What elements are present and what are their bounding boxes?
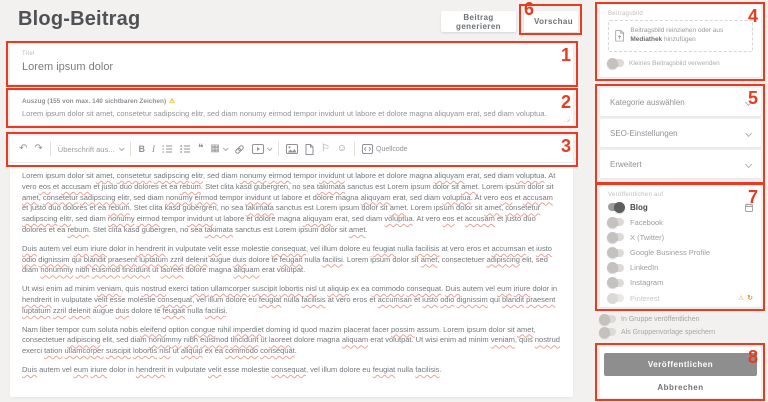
- small-image-toggle-label: Kleines Beitragsbild verwenden: [629, 59, 720, 67]
- title-input[interactable]: Lorem ipsum dolor: [22, 61, 114, 73]
- featured-image-panel: [600, 5, 761, 77]
- table-icon[interactable]: ▦: [210, 144, 226, 154]
- redo-icon[interactable]: ↷: [34, 143, 43, 154]
- warning-icon: ⚠: [738, 295, 745, 303]
- image-icon[interactable]: [286, 144, 298, 154]
- source-code-button[interactable]: Quellcode: [362, 144, 408, 154]
- actions-panel: [600, 347, 761, 398]
- refresh-icon[interactable]: ↻: [747, 295, 753, 303]
- publish-button[interactable]: Veröffentlichen: [604, 353, 757, 376]
- editor-paragraph: Nam liber tempor cum soluta nobis eleifend option congue nihil imperdiet doming id quod mazim placerat facer possim assum. Lorem ipsum dolor sit amet, consectetuer adipiscing elit, sed diam nonummy nibh euismod tincidunt ut laoreet dolore magna aliquam erat volutpat. Ut wisi enim ad minim veniam, quis nostrud exerci tation ullamcorper suscipit lobortis nisl ut aliquip ex ea commodo consequat.: [22, 324, 560, 356]
- small-image-toggle[interactable]: [608, 59, 624, 67]
- group-publish-row: In Gruppe veröffentlichen: [600, 315, 761, 323]
- group-publish-toggle[interactable]: [600, 315, 616, 323]
- annotation-number: 8: [747, 347, 758, 367]
- blockquote-icon[interactable]: ❝: [197, 143, 204, 154]
- editor-paragraph: Lorem ipsum dolor sit amet, consetetur sadipscing elitr, sed diam nonumy eirmod tempor invidunt ut labore et dolore magna aliquyam erat, sed diam voluptua. At vero eos et accusam et justo duo dolores et ea rebum. Stet clita kasd gubergren, no sea takimata sanctus est Lorem ipsum dolor sit amet. Lorem ipsum dolor sit amet, consetetur sadipscing elitr, sed diam nonumy eirmod tempor invidunt ut labore et dolore magna aliquyam erat, sed diam voluptua. At vero eos et accusam et justo duo dolores et ea rebum. Stet clita kasd gubergren, no sea takimata sanctus est Lorem ipsum dolor sit amet. Lorem ipsum dolor sit amet, consetetur sadipscing elitr, sed diam nonumy eirmod tempor invidunt ut labore et dolore magna aliquyam erat, sed diam voluptua. At vero eos et accusam et justo duo dolores et ea rebum. Stet clita kasd gubergren, no sea takimata sanctus est Lorem ipsum dolor sit amet.: [22, 171, 556, 234]
- channel-blog: Blog: [608, 202, 753, 212]
- annotation-number: 5: [747, 88, 758, 108]
- dropzone-text: Beitragsbild reinziehen oder aus Mediathek hinzufügen: [630, 27, 724, 43]
- annotation-number: 3: [560, 136, 571, 156]
- group-template-row: Als Gruppenvorlage speichern: [600, 328, 761, 336]
- annotation-number: 6: [524, 0, 535, 19]
- calendar-icon[interactable]: [745, 203, 753, 212]
- channel-pinterest: Pinterest ⚠ ↻: [608, 293, 753, 303]
- flag-icon[interactable]: ⚐: [320, 143, 330, 154]
- accordion-advanced[interactable]: Erweitert: [600, 150, 761, 178]
- facebook-toggle[interactable]: [608, 218, 624, 226]
- title-field[interactable]: [10, 44, 573, 84]
- warning-icon: ⚠: [169, 98, 175, 105]
- generate-post-button[interactable]: Beitrag generieren: [441, 11, 516, 32]
- editor-paragraph: Duis autem vel eum iriure dolor in hendrerit in vulputate velit esse molestie consequat, vel illum dolore eu feugiat nulla facilisis at vero eros et accumsan et iusto odio dignissim qui blandit praesent luptatum zzril delenit augue duis dolore te feugait nulla facilisi. Lorem ipsum dolor sit amet, consectetuer adipiscing elit, sed diam nonummy nibh euismod tincidunt ut laoreet dolore magna aliquam erat volutpat.: [22, 243, 552, 275]
- heading-style-select[interactable]: Überschrift aus...: [58, 145, 124, 154]
- excerpt-label: Auszug (155 von max. 140 sichtbaren Zeichen) ⚠: [22, 97, 175, 105]
- editor-paragraph: Ut wisi enim ad minim veniam, quis nostrud exerci tation ullamcorper suscipit lobortis nisl ut aliquip ex ea commodo consequat. Duis autem vel eum iriure dolor in hendrerit in vulputate velit esse molestie consequat, vel illum dolore eu feugiat nulla facilisis at vero eros et accumsan et iusto odio dignissim qui blandit praesent luptatum zzril delenit augue duis dolore te feugait nulla facilisi.: [22, 284, 558, 315]
- ordered-list-icon[interactable]: [162, 144, 173, 154]
- undo-icon[interactable]: ↶: [19, 143, 28, 154]
- resize-handle[interactable]: [564, 116, 570, 122]
- annotation-number: 4: [747, 6, 758, 26]
- chevron-down-icon: [745, 129, 752, 136]
- link-icon[interactable]: [234, 144, 245, 155]
- annotation-number: 7: [747, 187, 758, 207]
- channel-x-twitter: X (Twitter): [608, 232, 753, 242]
- annotation-number: 1: [560, 45, 571, 65]
- chevron-down-icon: [267, 145, 273, 151]
- featured-image-label: Beitragsbild: [608, 11, 643, 17]
- blog-toggle[interactable]: [608, 203, 624, 211]
- pinterest-toggle: [608, 294, 624, 302]
- cancel-button[interactable]: Abbrechen: [604, 379, 757, 396]
- bullet-list-icon[interactable]: [180, 144, 191, 154]
- file-icon[interactable]: [305, 144, 314, 155]
- smiley-icon[interactable]: ☺: [336, 143, 347, 154]
- preview-button[interactable]: Vorschau: [524, 11, 578, 32]
- channel-facebook: Facebook: [608, 217, 753, 227]
- chevron-down-icon: [745, 98, 752, 105]
- chevron-down-icon: [223, 145, 229, 151]
- upload-file-icon: [615, 28, 624, 44]
- linkedin-toggle[interactable]: [608, 264, 624, 272]
- chevron-down-icon: [745, 160, 752, 167]
- publish-channels-panel: [600, 186, 761, 307]
- instagram-toggle[interactable]: [608, 279, 624, 287]
- x-twitter-toggle[interactable]: [608, 233, 624, 241]
- toolbar-divider: [50, 142, 51, 156]
- publish-label: Veröffentlichen auf: [608, 192, 664, 198]
- italic-button[interactable]: I: [151, 143, 155, 154]
- excerpt-input[interactable]: Lorem ipsum dolor sit amet, consetetur sadipscing elitr, sed diam nonumy eirmod tempor invidunt ut labore et dolore magna aliquyam erat, sed diam voluptua.: [22, 109, 547, 118]
- editor-paragraph: Duis autem vel eum iriure dolor in hendrerit in vulputate velit esse molestie consequat, vel illum dolore eu feugiat nulla facilisis.: [22, 364, 442, 374]
- google-business-toggle[interactable]: [608, 249, 624, 257]
- bold-button[interactable]: B: [138, 143, 145, 154]
- page-title: Blog-Beitrag: [18, 8, 141, 30]
- channel-google-business: Google Business Profile: [608, 248, 753, 258]
- rich-text-editor: [10, 136, 573, 397]
- image-dropzone[interactable]: [608, 20, 753, 52]
- channel-instagram: Instagram: [608, 278, 753, 288]
- annotation-number: 2: [560, 92, 571, 112]
- accordion-seo-settings[interactable]: SEO-Einstellungen: [600, 119, 761, 147]
- editor-toolbar: [10, 136, 573, 163]
- excerpt-field[interactable]: [10, 91, 573, 125]
- toolbar-divider: [354, 142, 355, 156]
- toolbar-divider: [278, 142, 279, 156]
- chevron-down-icon: [119, 145, 125, 151]
- group-options: [600, 315, 761, 336]
- channel-linkedin: LinkedIn: [608, 263, 753, 273]
- accordion-category[interactable]: Kategorie auswählen: [600, 88, 761, 116]
- editor-content[interactable]: [10, 163, 573, 376]
- video-icon[interactable]: [252, 144, 271, 154]
- title-label: Titel: [22, 51, 35, 57]
- group-template-toggle[interactable]: [600, 328, 616, 336]
- toolbar-divider: [130, 142, 131, 156]
